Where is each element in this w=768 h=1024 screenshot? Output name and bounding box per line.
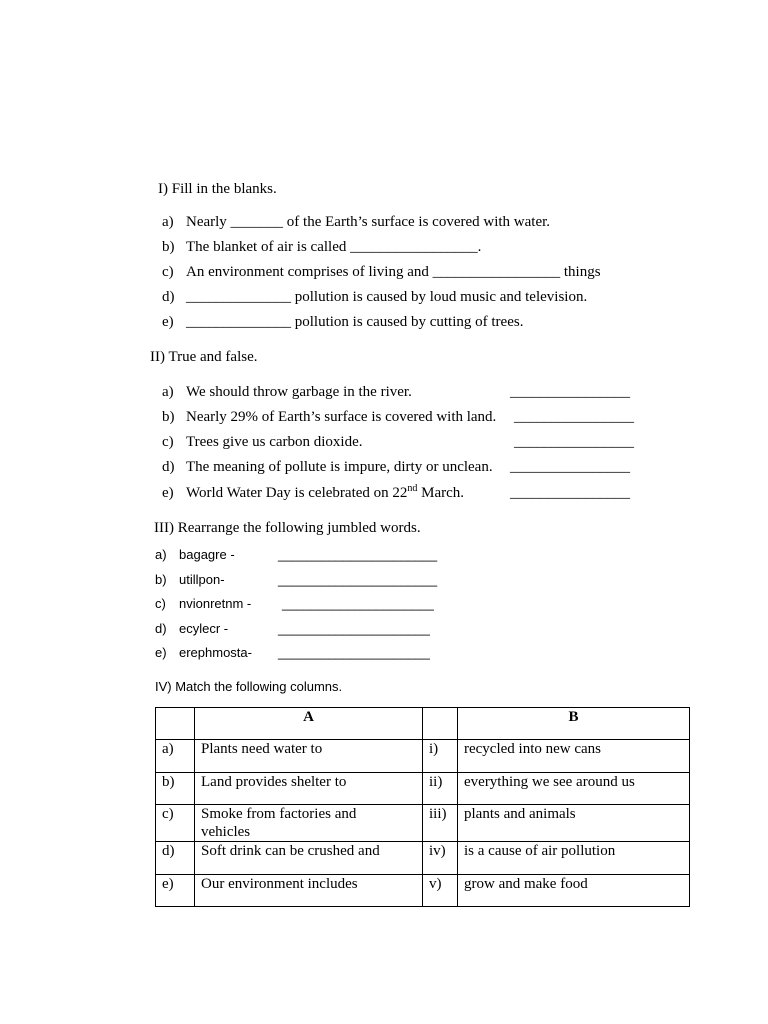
item-text: ______________ pollution is caused by loud music and television. [186, 289, 588, 305]
column-a-cell: Our environment includes [195, 875, 423, 907]
section-heading-true-false: II) True and false. [150, 349, 258, 365]
answer-blank: ______________________ [278, 547, 438, 562]
item-text: Nearly _______ of the Earth’s surface is covered with water. [186, 214, 551, 230]
section-heading-fill-blanks: I) Fill in the blanks. [158, 181, 277, 197]
answer-blank: ________________ [510, 459, 630, 475]
item-text-main: World Water Day is celebrated on 22 [186, 485, 408, 501]
column-a-cell: Soft drink can be crushed and [195, 842, 423, 875]
item-label: a) [162, 384, 174, 400]
row-number: v) [423, 875, 458, 907]
header-empty-cell [156, 708, 195, 740]
row-label: a) [156, 740, 195, 773]
jumbled-word-item [0, 547, 768, 563]
item-label: e) [155, 645, 167, 660]
jumbled-word: bagagre - [179, 547, 235, 562]
section-heading-match: IV) Match the following columns. [155, 679, 343, 694]
row-label: d) [156, 842, 195, 875]
jumbled-word-item [0, 596, 768, 612]
item-label: e) [162, 314, 174, 330]
item-label: d) [155, 621, 167, 636]
item-label: b) [162, 239, 175, 255]
column-a-cell: Land provides shelter to [195, 773, 423, 805]
jumbled-word: nvionretnm - [179, 596, 252, 611]
fill-blank-item [0, 213, 768, 231]
column-b-cell: is a cause of air pollution [458, 842, 690, 875]
jumbled-word: utillpon- [179, 572, 225, 587]
table-row [156, 805, 690, 842]
item-text [186, 484, 464, 502]
true-false-item [0, 408, 768, 426]
item-text-after: March. [417, 485, 465, 501]
jumbled-word-item [0, 621, 768, 637]
table-header-row [156, 708, 690, 740]
item-label: a) [162, 214, 174, 230]
fill-blank-item [0, 238, 768, 256]
row-label: b) [156, 773, 195, 805]
answer-blank: _____________________ [278, 645, 430, 660]
table-row [156, 842, 690, 875]
item-text: ______________ pollution is caused by cutting of trees. [186, 314, 524, 330]
match-columns-table [155, 707, 690, 907]
table-row [156, 773, 690, 805]
item-label: c) [162, 434, 174, 450]
item-label: d) [162, 289, 175, 305]
item-text: The blanket of air is called _________________. [186, 239, 482, 255]
item-text: An environment comprises of living and _________________ things [186, 264, 601, 280]
fill-blank-item [0, 263, 768, 281]
answer-blank: _____________________ [282, 596, 434, 611]
true-false-item [0, 484, 768, 502]
item-label: d) [162, 459, 175, 475]
item-label: c) [155, 596, 166, 611]
item-text: Trees give us carbon dioxide. [186, 434, 363, 450]
row-number: i) [423, 740, 458, 773]
item-label: a) [155, 547, 167, 562]
column-b-cell: grow and make food [458, 875, 690, 907]
item-label: b) [155, 572, 167, 587]
row-number: iv) [423, 842, 458, 875]
column-a-header: A [195, 708, 423, 740]
fill-blank-item [0, 313, 768, 331]
answer-blank: ________________ [510, 485, 630, 501]
row-label: c) [156, 805, 195, 842]
answer-blank: ________________ [514, 409, 634, 425]
column-b-header: B [458, 708, 690, 740]
answer-blank: _____________________ [278, 621, 430, 636]
answer-blank: ________________ [510, 384, 630, 400]
answer-blank: ______________________ [278, 572, 438, 587]
table-row [156, 875, 690, 907]
item-label: c) [162, 264, 174, 280]
jumbled-word: ecylecr - [179, 621, 229, 636]
true-false-item [0, 458, 768, 476]
true-false-item [0, 383, 768, 401]
item-label: b) [162, 409, 175, 425]
column-a-cell: Smoke from factories and vehicles [195, 805, 423, 842]
column-b-cell: recycled into new cans [458, 740, 690, 773]
row-number: ii) [423, 773, 458, 805]
jumbled-word-item [0, 572, 768, 588]
item-text: We should throw garbage in the river. [186, 384, 412, 400]
row-label: e) [156, 875, 195, 907]
header-empty-cell [423, 708, 458, 740]
column-a-cell: Plants need water to [195, 740, 423, 773]
true-false-item [0, 433, 768, 451]
fill-blank-item [0, 288, 768, 306]
column-b-cell: plants and animals [458, 805, 690, 842]
column-b-cell: everything we see around us [458, 773, 690, 805]
item-text: The meaning of pollute is impure, dirty or unclean. [186, 459, 493, 475]
section-heading-rearrange: III) Rearrange the following jumbled words. [154, 520, 421, 536]
answer-blank: ________________ [514, 434, 634, 450]
table-row [156, 740, 690, 773]
jumbled-word: erephmosta- [179, 645, 252, 660]
jumbled-word-item [0, 645, 768, 661]
row-number: iii) [423, 805, 458, 842]
item-label: e) [162, 485, 174, 501]
ordinal-suffix: nd [407, 483, 418, 494]
item-text: Nearly 29% of Earth’s surface is covered with land. [186, 409, 497, 425]
